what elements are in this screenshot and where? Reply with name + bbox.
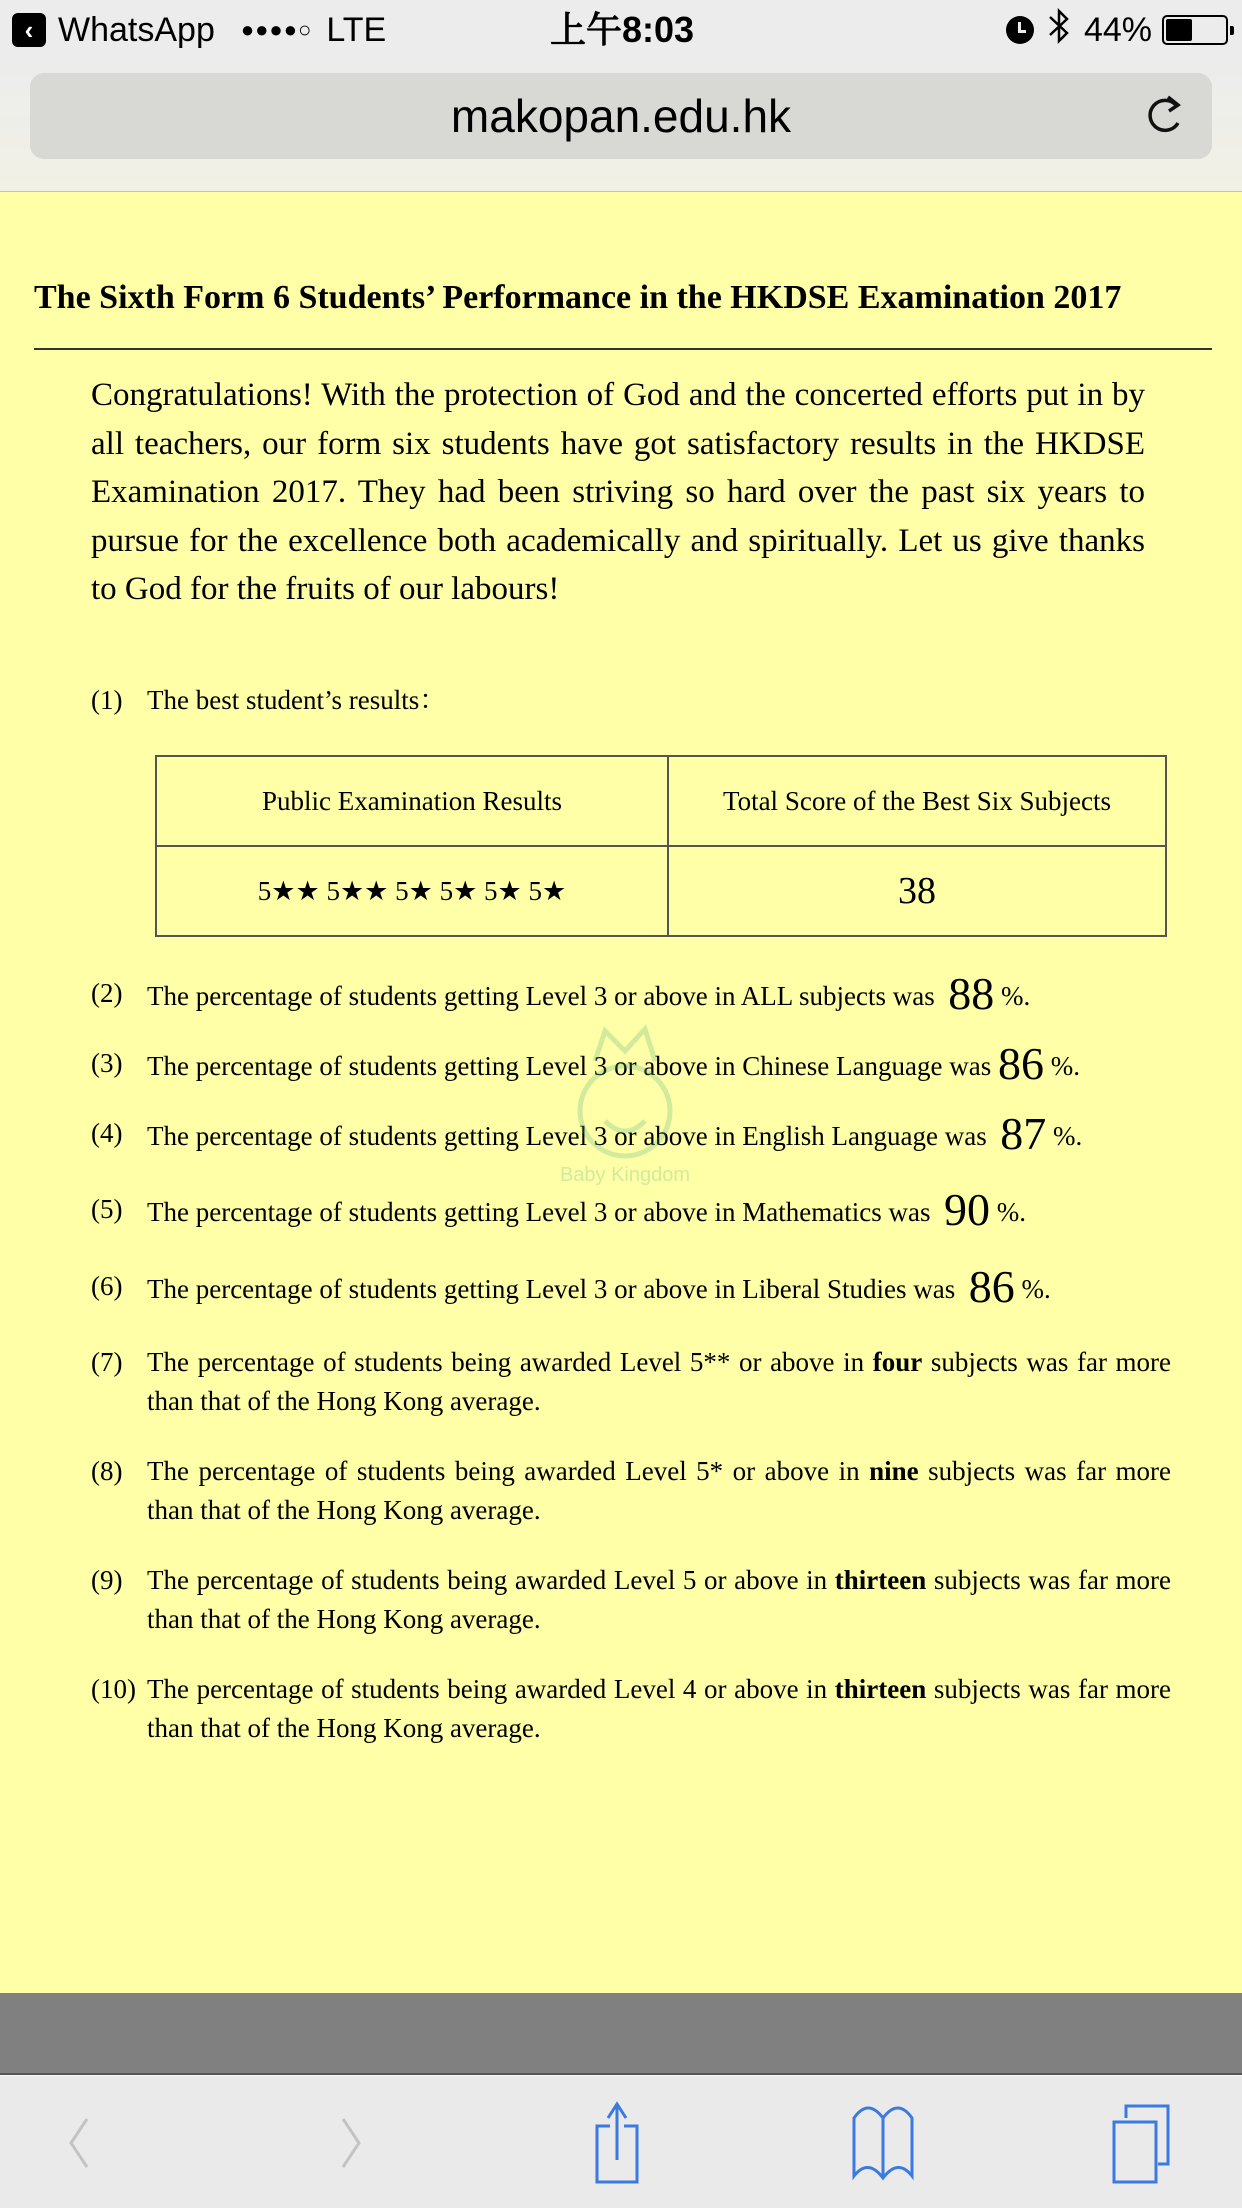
list-item-award xyxy=(91,1670,1171,1748)
carrier-label: LTE xyxy=(326,10,387,49)
item-number: (7) xyxy=(91,1347,123,1377)
percent-unit: %. xyxy=(1001,981,1031,1011)
list-item-award xyxy=(91,1452,1171,1530)
percent-value: 90 xyxy=(944,1184,990,1235)
watermark-logo-icon xyxy=(555,1021,695,1191)
table-header-cell: Total Score of the Best Six Subjects xyxy=(668,756,1166,846)
percent-value: 86 xyxy=(968,1261,1015,1312)
share-button[interactable] xyxy=(572,2098,662,2188)
signal-strength-icon: ●●●●○ xyxy=(240,17,313,42)
bookmarks-button[interactable] xyxy=(838,2098,928,2188)
percent-unit: %. xyxy=(1050,1051,1080,1081)
item-text: The percentage of students getting Level 3 or above in ALL subjects was xyxy=(147,981,935,1011)
item-text: The percentage of students getting Level 3 or above in Liberal Studies was xyxy=(147,1274,956,1304)
title-divider xyxy=(34,348,1212,350)
item-text-bold: four xyxy=(872,1347,923,1377)
tabs-button[interactable] xyxy=(1098,2098,1188,2188)
table-header-cell: Public Examination Results xyxy=(156,756,668,846)
intro-paragraph: Congratulations! With the protection of God and the concerted efforts put in by all teachers, our form six students have got satisfactory results in the HKDSE Examination 2017. They had been striving so hard over the past six years to pursue for the excellence both academically and spiritually. Let us give thanks to God for the fruits of our labours! xyxy=(91,377,1145,607)
item-number: (2) xyxy=(91,978,123,1008)
status-bar xyxy=(0,0,1242,60)
clock: 上午8:03 xyxy=(550,9,695,50)
bluetooth-icon xyxy=(1048,8,1070,53)
table-cell-results: 5★★ 5★★ 5★ 5★ 5★ 5★ xyxy=(156,846,668,936)
item-text: The best student’s results： xyxy=(147,685,447,715)
list-item-best-student xyxy=(91,681,1211,720)
page-footer-band xyxy=(0,1993,1242,2075)
item-text: The percentage of students being awarded Level 5* or above in xyxy=(147,1456,860,1486)
back-to-app-icon[interactable]: ‹ xyxy=(12,13,46,47)
item-text: The percentage of students getting Level 3 or above in Mathematics was xyxy=(147,1197,931,1227)
list-item-award xyxy=(91,1343,1171,1421)
tabs-icon xyxy=(1098,2098,1188,2188)
item-number: (6) xyxy=(91,1271,123,1301)
browser-address-area xyxy=(0,60,1242,192)
item-text: The percentage of students being awarded Level 4 or above in xyxy=(147,1674,828,1704)
percent-unit: %. xyxy=(1021,1274,1051,1304)
battery-fill xyxy=(1166,19,1192,41)
item-text-bold: thirteen xyxy=(834,1674,927,1704)
forward-icon xyxy=(333,2113,373,2173)
item-text: subjects was far more than that of the Hong Kong average. xyxy=(147,1456,1172,1525)
item-number: (4) xyxy=(91,1118,123,1148)
percent-value: 88 xyxy=(948,968,995,1019)
page-content xyxy=(0,193,1242,1993)
item-number: (8) xyxy=(91,1456,123,1486)
item-number: (1) xyxy=(91,685,123,715)
back-button[interactable] xyxy=(32,2098,122,2188)
back-icon xyxy=(57,2113,97,2173)
item-text: subjects was far more than that of the Hong Kong average. xyxy=(147,1674,1172,1743)
battery-percent: 44% xyxy=(1083,10,1152,49)
item-text-bold: thirteen xyxy=(834,1565,927,1595)
forward-button[interactable] xyxy=(308,2098,398,2188)
watermark-text: Baby Kingdom xyxy=(559,1164,691,1186)
item-number: (5) xyxy=(91,1194,123,1224)
item-text: subjects was far more than that of the Hong Kong average. xyxy=(147,1347,1172,1416)
alarm-icon xyxy=(1006,16,1034,44)
percent-unit: %. xyxy=(1052,1121,1083,1151)
browser-toolbar xyxy=(0,2076,1242,2208)
list-item-percentage xyxy=(91,1184,1211,1235)
table-header-row xyxy=(156,756,1166,846)
list-item-percentage xyxy=(91,1261,1211,1312)
percent-unit: %. xyxy=(996,1197,1026,1227)
percent-value: 86 xyxy=(997,1038,1044,1089)
item-number: (9) xyxy=(91,1565,123,1595)
share-icon xyxy=(582,2098,652,2188)
battery-tip xyxy=(1230,26,1234,35)
url-field[interactable] xyxy=(30,73,1212,159)
back-app-label[interactable]: WhatsApp xyxy=(58,10,215,49)
list-item-award xyxy=(91,1561,1171,1639)
battery-icon xyxy=(1162,15,1228,45)
page-title: The Sixth Form 6 Students’ Performance in the HKDSE Examination 2017 xyxy=(34,279,1122,316)
reload-icon[interactable] xyxy=(1140,91,1188,141)
bookmarks-icon xyxy=(838,2098,928,2188)
item-text: The percentage of students being awarded Level 5 or above in xyxy=(147,1565,828,1595)
item-text: The percentage of students getting Level 3 or above in Chinese Language was xyxy=(147,1051,992,1081)
item-text: subjects was far more than that of the Hong Kong average. xyxy=(147,1565,1172,1634)
percent-value: 87 xyxy=(1000,1108,1047,1159)
item-number: (3) xyxy=(91,1048,123,1078)
table-cell-score: 38 xyxy=(668,846,1166,936)
item-text-bold: nine xyxy=(869,1456,919,1486)
list-item-percentage xyxy=(91,968,1211,1019)
table-row xyxy=(156,846,1166,936)
item-text: The percentage of students getting Level 3 or above in English Language was xyxy=(147,1121,987,1151)
item-text: The percentage of students being awarded Level 5** or above in xyxy=(147,1347,865,1377)
url-text[interactable]: makopan.edu.hk xyxy=(450,90,792,142)
item-number: (10) xyxy=(91,1674,136,1704)
best-student-table xyxy=(155,755,1167,937)
